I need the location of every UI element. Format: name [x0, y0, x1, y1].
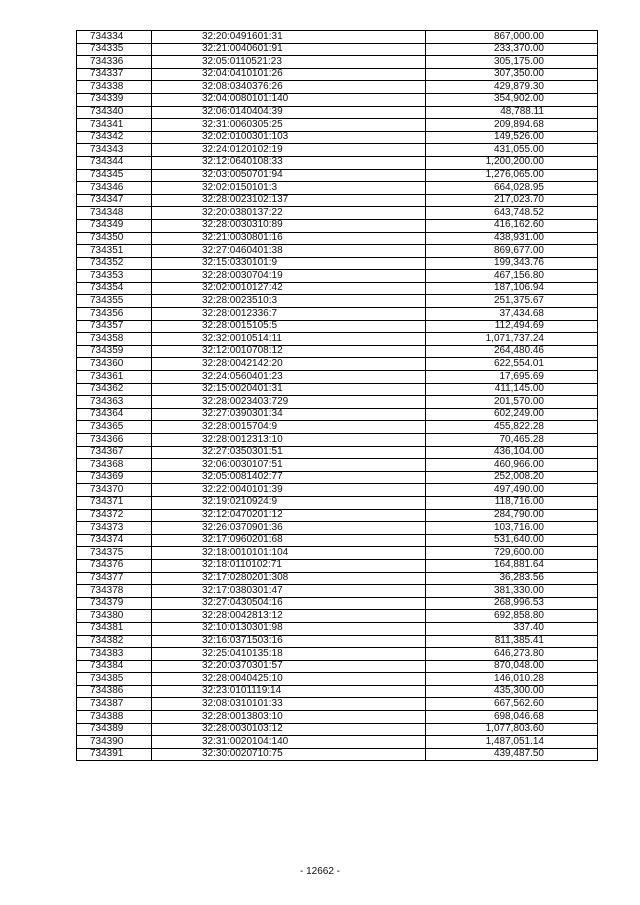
- cadastral-number-cell: 32:16:0371503:16: [152, 635, 426, 648]
- table-row: [77, 572, 598, 585]
- table-row: [77, 270, 598, 283]
- table-row: [77, 131, 598, 144]
- amount-cell: 531,640.00: [426, 534, 598, 547]
- row-id-cell: 734391: [77, 748, 152, 761]
- cadastral-number-cell: 32:20:0380137:22: [152, 207, 426, 220]
- row-id-cell: 734385: [77, 673, 152, 686]
- row-id-cell: 734371: [77, 496, 152, 509]
- amount-cell: 435,300.00: [426, 685, 598, 698]
- cadastral-number-cell: 32:30:0020710:75: [152, 748, 426, 761]
- row-id-cell: 734368: [77, 459, 152, 472]
- amount-cell: 1,077,803.60: [426, 723, 598, 736]
- row-id-cell: 734335: [77, 43, 152, 56]
- row-id-cell: 734388: [77, 711, 152, 724]
- amount-cell: 149,526.00: [426, 131, 598, 144]
- table-row: [77, 509, 598, 522]
- cadastral-number-cell: 32:15:0020401:31: [152, 383, 426, 396]
- cadastral-number-cell: 32:25:0410135:18: [152, 648, 426, 661]
- table-row: [77, 182, 598, 195]
- amount-cell: 305,175.00: [426, 56, 598, 69]
- amount-cell: 729,600.00: [426, 547, 598, 560]
- table-row: [77, 610, 598, 623]
- amount-cell: 870,048.00: [426, 660, 598, 673]
- cadastral-number-cell: 32:28:0042813:12: [152, 610, 426, 623]
- cadastral-number-cell: 32:27:0390301:34: [152, 408, 426, 421]
- cadastral-number-cell: 32:12:0010708:12: [152, 345, 426, 358]
- table-row: [77, 43, 598, 56]
- row-id-cell: 734389: [77, 723, 152, 736]
- amount-cell: 431,055.00: [426, 144, 598, 157]
- row-id-cell: 734383: [77, 648, 152, 661]
- records-table: [76, 30, 598, 761]
- cadastral-number-cell: 32:27:0460401:38: [152, 245, 426, 258]
- row-id-cell: 734340: [77, 106, 152, 119]
- table-row: [77, 698, 598, 711]
- cadastral-number-cell: 32:28:0030704:19: [152, 270, 426, 283]
- table-row: [77, 333, 598, 346]
- cadastral-number-cell: 32:02:0010127:42: [152, 282, 426, 295]
- row-id-cell: 734352: [77, 257, 152, 270]
- row-id-cell: 734380: [77, 610, 152, 623]
- cadastral-number-cell: 32:27:0350301:51: [152, 446, 426, 459]
- table-row: [77, 622, 598, 635]
- table-row: [77, 119, 598, 132]
- table-row: [77, 207, 598, 220]
- row-id-cell: 734377: [77, 572, 152, 585]
- amount-cell: 199,343.76: [426, 257, 598, 270]
- row-id-cell: 734365: [77, 421, 152, 434]
- cadastral-number-cell: 32:10:0130301:98: [152, 622, 426, 635]
- table-row: [77, 396, 598, 409]
- row-id-cell: 734387: [77, 698, 152, 711]
- page-number: - 12662 -: [299, 866, 341, 877]
- amount-cell: 429,879.30: [426, 81, 598, 94]
- cadastral-number-cell: 32:05:0081402:77: [152, 471, 426, 484]
- table-row: [77, 685, 598, 698]
- table-row: [77, 56, 598, 69]
- amount-cell: 48,788.11: [426, 106, 598, 119]
- cadastral-number-cell: 32:12:0640108:33: [152, 156, 426, 169]
- amount-cell: 307,350.00: [426, 68, 598, 81]
- row-id-cell: 734376: [77, 559, 152, 572]
- amount-cell: 438,931.00: [426, 232, 598, 245]
- table-row: [77, 383, 598, 396]
- row-id-cell: 734384: [77, 660, 152, 673]
- amount-cell: 869,677.00: [426, 245, 598, 258]
- table-row: [77, 547, 598, 560]
- row-id-cell: 734334: [77, 31, 152, 44]
- cadastral-number-cell: 32:18:0110102:71: [152, 559, 426, 572]
- row-id-cell: 734353: [77, 270, 152, 283]
- row-id-cell: 734379: [77, 597, 152, 610]
- amount-cell: 439,487.50: [426, 748, 598, 761]
- amount-cell: 354,902.00: [426, 93, 598, 106]
- cadastral-number-cell: 32:04:0080101:140: [152, 93, 426, 106]
- amount-cell: 664,028.95: [426, 182, 598, 195]
- cadastral-number-cell: 32:28:0013803:10: [152, 711, 426, 724]
- amount-cell: 17,695.69: [426, 371, 598, 384]
- amount-cell: 667,562.60: [426, 698, 598, 711]
- amount-cell: 1,276,065.00: [426, 169, 598, 182]
- row-id-cell: 734356: [77, 308, 152, 321]
- amount-cell: 455,822.28: [426, 421, 598, 434]
- cadastral-number-cell: 32:02:0100301:103: [152, 131, 426, 144]
- amount-cell: 1,487,051.14: [426, 736, 598, 749]
- row-id-cell: 734343: [77, 144, 152, 157]
- row-id-cell: 734373: [77, 522, 152, 535]
- table-row: [77, 446, 598, 459]
- table-row: [77, 106, 598, 119]
- cadastral-number-cell: 32:31:0060305:25: [152, 119, 426, 132]
- amount-cell: 411,145.00: [426, 383, 598, 396]
- amount-cell: 233,370.00: [426, 43, 598, 56]
- amount-cell: 1,200,200.00: [426, 156, 598, 169]
- table-row: [77, 245, 598, 258]
- amount-cell: 811,385.41: [426, 635, 598, 648]
- row-id-cell: 734364: [77, 408, 152, 421]
- row-id-cell: 734360: [77, 358, 152, 371]
- row-id-cell: 734382: [77, 635, 152, 648]
- amount-cell: 118,716.00: [426, 496, 598, 509]
- cadastral-number-cell: 32:03:0050701:94: [152, 169, 426, 182]
- table-row: [77, 282, 598, 295]
- cadastral-number-cell: 32:26:0370901:36: [152, 522, 426, 535]
- amount-cell: 622,554.01: [426, 358, 598, 371]
- cadastral-number-cell: 32:05:0110521:23: [152, 56, 426, 69]
- cadastral-number-cell: 32:06:0140404:39: [152, 106, 426, 119]
- cadastral-number-cell: 32:17:0960201:68: [152, 534, 426, 547]
- cadastral-number-cell: 32:17:0380301:47: [152, 585, 426, 598]
- table-row: [77, 723, 598, 736]
- cadastral-number-cell: 32:28:0015105:5: [152, 320, 426, 333]
- table-row: [77, 534, 598, 547]
- cadastral-number-cell: 32:28:0030103:12: [152, 723, 426, 736]
- amount-cell: 497,490.00: [426, 484, 598, 497]
- table-row: [77, 144, 598, 157]
- amount-cell: 381,330.00: [426, 585, 598, 598]
- cadastral-number-cell: 32:12:0470201:12: [152, 509, 426, 522]
- amount-cell: 698,046.68: [426, 711, 598, 724]
- cadastral-number-cell: 32:06:0030107:51: [152, 459, 426, 472]
- row-id-cell: 734372: [77, 509, 152, 522]
- row-id-cell: 734357: [77, 320, 152, 333]
- amount-cell: 164,881.64: [426, 559, 598, 572]
- table-row: [77, 219, 598, 232]
- cadastral-number-cell: 32:28:0023403:729: [152, 396, 426, 409]
- row-id-cell: 734362: [77, 383, 152, 396]
- amount-cell: 284,790.00: [426, 509, 598, 522]
- amount-cell: 264,480.46: [426, 345, 598, 358]
- row-id-cell: 734355: [77, 295, 152, 308]
- row-id-cell: 734348: [77, 207, 152, 220]
- row-id-cell: 734361: [77, 371, 152, 384]
- cadastral-number-cell: 32:24:0120102:19: [152, 144, 426, 157]
- table-row: [77, 597, 598, 610]
- amount-cell: 103,716.00: [426, 522, 598, 535]
- amount-cell: 646,273.80: [426, 648, 598, 661]
- cadastral-number-cell: 32:20:0370301:57: [152, 660, 426, 673]
- cadastral-number-cell: 32:28:0040425:10: [152, 673, 426, 686]
- table-row: [77, 711, 598, 724]
- amount-cell: 201,570.00: [426, 396, 598, 409]
- row-id-cell: 734386: [77, 685, 152, 698]
- records-table-body: [77, 31, 598, 761]
- row-id-cell: 734351: [77, 245, 152, 258]
- cadastral-number-cell: 32:22:0040101:39: [152, 484, 426, 497]
- table-row: [77, 748, 598, 761]
- cadastral-number-cell: 32:08:0340376:26: [152, 81, 426, 94]
- cadastral-number-cell: 32:19:0210924:9: [152, 496, 426, 509]
- cadastral-number-cell: 32:27:0430504:16: [152, 597, 426, 610]
- row-id-cell: 734381: [77, 622, 152, 635]
- table-row: [77, 736, 598, 749]
- row-id-cell: 734359: [77, 345, 152, 358]
- table-row: [77, 320, 598, 333]
- table-row: [77, 484, 598, 497]
- cadastral-number-cell: 32:28:0012313:10: [152, 434, 426, 447]
- row-id-cell: 734345: [77, 169, 152, 182]
- row-id-cell: 734350: [77, 232, 152, 245]
- cadastral-number-cell: 32:31:0020104:140: [152, 736, 426, 749]
- row-id-cell: 734347: [77, 194, 152, 207]
- amount-cell: 692,858.80: [426, 610, 598, 623]
- cadastral-number-cell: 32:04:0410101:26: [152, 68, 426, 81]
- row-id-cell: 734370: [77, 484, 152, 497]
- amount-cell: 460,966.00: [426, 459, 598, 472]
- table-row: [77, 660, 598, 673]
- row-id-cell: 734367: [77, 446, 152, 459]
- table-row: [77, 31, 598, 44]
- amount-cell: 36,283.56: [426, 572, 598, 585]
- table-row: [77, 232, 598, 245]
- row-id-cell: 734374: [77, 534, 152, 547]
- amount-cell: 209,894.68: [426, 119, 598, 132]
- cadastral-number-cell: 32:28:0030310:89: [152, 219, 426, 232]
- table-row: [77, 496, 598, 509]
- cadastral-number-cell: 32:17:0280201:308: [152, 572, 426, 585]
- row-id-cell: 734342: [77, 131, 152, 144]
- table-row: [77, 635, 598, 648]
- row-id-cell: 734375: [77, 547, 152, 560]
- table-row: [77, 434, 598, 447]
- table-row: [77, 358, 598, 371]
- table-row: [77, 156, 598, 169]
- table-row: [77, 308, 598, 321]
- table-row: [77, 559, 598, 572]
- table-row: [77, 169, 598, 182]
- amount-cell: 112,494.69: [426, 320, 598, 333]
- cadastral-number-cell: 32:15:0330101:9: [152, 257, 426, 270]
- cadastral-number-cell: 32:20:0491601:31: [152, 31, 426, 44]
- table-row: [77, 257, 598, 270]
- amount-cell: 602,249.00: [426, 408, 598, 421]
- amount-cell: 337.40: [426, 622, 598, 635]
- amount-cell: 436,104.00: [426, 446, 598, 459]
- amount-cell: 187,106.94: [426, 282, 598, 295]
- table-row: [77, 522, 598, 535]
- cadastral-number-cell: 32:28:0042142:20: [152, 358, 426, 371]
- table-row: [77, 421, 598, 434]
- table-row: [77, 93, 598, 106]
- amount-cell: 146,010.28: [426, 673, 598, 686]
- table-row: [77, 673, 598, 686]
- table-row: [77, 295, 598, 308]
- amount-cell: 70,465.28: [426, 434, 598, 447]
- table-row: [77, 471, 598, 484]
- row-id-cell: 734344: [77, 156, 152, 169]
- amount-cell: 1,071,737.24: [426, 333, 598, 346]
- cadastral-number-cell: 32:21:0040601:91: [152, 43, 426, 56]
- table-row: [77, 345, 598, 358]
- table-row: [77, 194, 598, 207]
- row-id-cell: 734337: [77, 68, 152, 81]
- table-row: [77, 408, 598, 421]
- row-id-cell: 734336: [77, 56, 152, 69]
- row-id-cell: 734369: [77, 471, 152, 484]
- cadastral-number-cell: 32:32:0010514:11: [152, 333, 426, 346]
- cadastral-number-cell: 32:28:0023510:3: [152, 295, 426, 308]
- amount-cell: 251,375.67: [426, 295, 598, 308]
- table-row: [77, 68, 598, 81]
- table-row: [77, 648, 598, 661]
- table-row: [77, 81, 598, 94]
- row-id-cell: 734339: [77, 93, 152, 106]
- row-id-cell: 734363: [77, 396, 152, 409]
- table-row: [77, 459, 598, 472]
- table-row: [77, 371, 598, 384]
- cadastral-number-cell: 32:28:0023102:137: [152, 194, 426, 207]
- amount-cell: 37,434.68: [426, 308, 598, 321]
- amount-cell: 416,162.60: [426, 219, 598, 232]
- cadastral-number-cell: 32:18:0010101:104: [152, 547, 426, 560]
- amount-cell: 217,023.70: [426, 194, 598, 207]
- row-id-cell: 734358: [77, 333, 152, 346]
- row-id-cell: 734349: [77, 219, 152, 232]
- cadastral-number-cell: 32:28:0012336:7: [152, 308, 426, 321]
- row-id-cell: 734378: [77, 585, 152, 598]
- table-row: [77, 585, 598, 598]
- row-id-cell: 734346: [77, 182, 152, 195]
- cadastral-number-cell: 32:02:0150101:3: [152, 182, 426, 195]
- row-id-cell: 734354: [77, 282, 152, 295]
- amount-cell: 867,000.00: [426, 31, 598, 44]
- cadastral-number-cell: 32:28:0015704:9: [152, 421, 426, 434]
- cadastral-number-cell: 32:08:0310101:33: [152, 698, 426, 711]
- amount-cell: 643,748.52: [426, 207, 598, 220]
- row-id-cell: 734341: [77, 119, 152, 132]
- amount-cell: 268,996.53: [426, 597, 598, 610]
- amount-cell: 467,156.80: [426, 270, 598, 283]
- cadastral-number-cell: 32:23:0101119:14: [152, 685, 426, 698]
- cadastral-number-cell: 32:24:0560401:23: [152, 371, 426, 384]
- row-id-cell: 734366: [77, 434, 152, 447]
- amount-cell: 252,008.20: [426, 471, 598, 484]
- row-id-cell: 734338: [77, 81, 152, 94]
- cadastral-number-cell: 32:21:0030801:16: [152, 232, 426, 245]
- row-id-cell: 734390: [77, 736, 152, 749]
